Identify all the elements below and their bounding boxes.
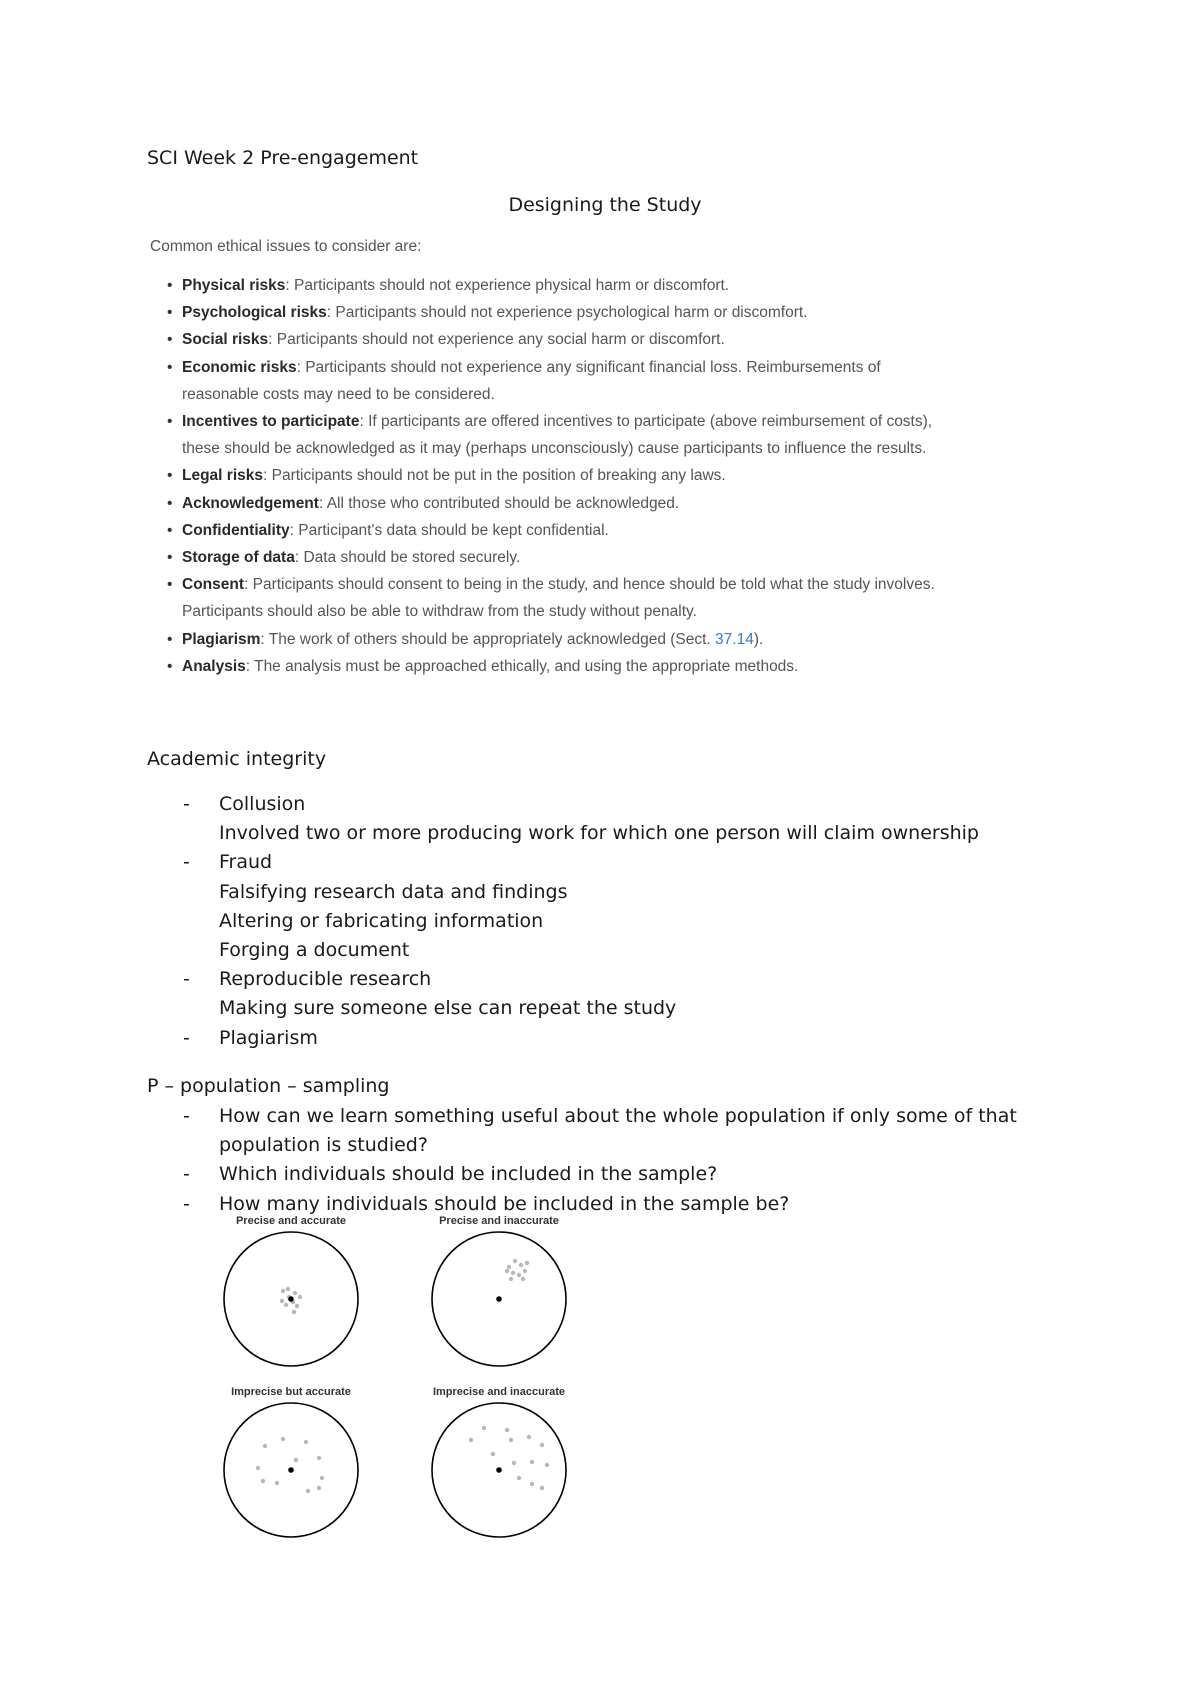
ethics-item — [150, 354, 950, 408]
document-title: SCI Week 2 Pre-engagement — [147, 147, 419, 169]
sample-point — [286, 1287, 290, 1291]
dash-marker: - — [183, 1105, 190, 1127]
ethics-item — [150, 326, 950, 353]
dash-marker: - — [183, 1192, 190, 1215]
ethics-description: : Participants should not experience any significant financial loss. Reimbursements of reasonable costs may need to be considered. — [182, 358, 881, 403]
sample-point — [540, 1443, 544, 1447]
sample-point — [505, 1269, 509, 1273]
sample-point — [527, 1435, 531, 1439]
sample-point — [530, 1482, 534, 1486]
sample-point — [530, 1460, 534, 1464]
sample-point — [280, 1299, 284, 1303]
panel-label: Imprecise and inaccurate — [432, 1386, 566, 1398]
ethics-description: : Participants should not experience any social harm or discomfort. — [268, 331, 725, 349]
list-item-label: Fraud — [219, 851, 273, 874]
academic-integrity-list — [183, 790, 1063, 1053]
sample-point — [545, 1463, 549, 1467]
sample-point — [507, 1265, 511, 1269]
list-item-label: How many individuals should be included in the sample be? — [219, 1192, 790, 1215]
target-center-point — [496, 1467, 502, 1473]
list-item — [183, 965, 1063, 994]
list-item — [183, 1102, 1063, 1160]
sample-point — [275, 1481, 279, 1485]
ethics-list — [150, 272, 950, 680]
ethics-description: : All those who contributed should be acknowledged. — [318, 494, 680, 512]
ethics-term: Confidentiality — [182, 521, 290, 539]
ethics-term: Storage of data — [182, 549, 295, 567]
sample-point — [469, 1438, 473, 1442]
panel-label: Precise and accurate — [235, 1215, 347, 1227]
sample-point — [256, 1466, 260, 1470]
list-item-label: Which individuals should be included in the sample? — [219, 1163, 718, 1186]
sample-point — [261, 1479, 265, 1483]
sample-point — [298, 1295, 302, 1299]
sample-point — [491, 1452, 495, 1456]
ethics-description: : Participants should not be put in the position of breaking any laws. — [263, 467, 726, 485]
ethics-description: : Participants should consent to being in the study, and hence should be told what the study involves. Participants should also be able to withdraw from the study without penalty. — [182, 576, 935, 621]
dash-marker: - — [183, 793, 190, 815]
sample-point — [482, 1426, 486, 1430]
sampling-title: P – population – sampling — [147, 1075, 390, 1097]
sample-point — [306, 1489, 310, 1493]
target-panel — [224, 1215, 358, 1366]
list-item-label: Reproducible research — [219, 968, 432, 991]
sample-point — [317, 1456, 321, 1460]
target-panel — [224, 1386, 358, 1537]
ethics-intro: Common ethical issues to consider are: — [150, 238, 422, 255]
list-item — [183, 1024, 1063, 1053]
sample-point — [509, 1438, 513, 1442]
precision-accuracy-figure — [216, 1213, 586, 1553]
sample-point — [284, 1303, 288, 1307]
target-center-point — [288, 1467, 294, 1473]
ethics-item — [150, 272, 950, 299]
ethics-term: Legal risks — [182, 467, 263, 485]
ethics-term: Incentives to participate — [182, 413, 360, 431]
target-center-point — [496, 1296, 502, 1302]
ethics-item — [150, 490, 950, 517]
list-item — [183, 790, 1063, 819]
panel-label: Imprecise but accurate — [231, 1386, 351, 1398]
ethics-term: Economic risks — [182, 358, 297, 376]
sample-point — [293, 1291, 297, 1295]
sample-point — [281, 1289, 285, 1293]
academic-integrity-title: Academic integrity — [147, 748, 327, 770]
ethics-description: : Participants should not experience physical harm or discomfort. — [285, 277, 730, 294]
section-heading: Designing the Study — [508, 194, 702, 216]
ethics-term: Plagiarism — [182, 630, 261, 648]
sample-point — [523, 1269, 527, 1273]
sample-point — [304, 1440, 308, 1444]
ethics-item — [150, 517, 950, 544]
panel-label: Precise and inaccurate — [439, 1215, 559, 1227]
target-panel — [432, 1386, 566, 1537]
ethics-description-end: ). — [753, 630, 764, 648]
ethics-excerpt-image — [150, 238, 950, 680]
sample-point — [519, 1263, 523, 1267]
target-center-point — [288, 1296, 294, 1302]
ethics-term: Analysis — [182, 657, 246, 675]
ethics-item — [150, 544, 950, 571]
sample-point — [320, 1476, 324, 1480]
ethics-description: : Data should be stored securely. — [294, 549, 521, 567]
sample-point — [317, 1486, 321, 1490]
list-item-label: How can we learn something useful about the whole population if only some of that population is studied? — [219, 1105, 1017, 1157]
list-item — [183, 1160, 1063, 1189]
ethics-item — [150, 571, 950, 625]
list-item-detail: Falsifying research data and findings — [219, 880, 568, 903]
sample-point — [517, 1476, 521, 1480]
ethics-item — [150, 462, 950, 489]
ethics-term: Consent — [182, 576, 244, 594]
ethics-description: : Participant's data should be kept confidential. — [289, 521, 609, 539]
list-item-label: Plagiarism — [219, 1026, 318, 1049]
ethics-item — [150, 626, 950, 653]
list-item-label: Collusion — [219, 793, 306, 815]
sample-point — [292, 1310, 296, 1314]
dash-marker: - — [183, 851, 190, 874]
ethics-description: : The work of others should be appropriately acknowledged (Sect. — [260, 630, 716, 648]
list-item — [183, 848, 1063, 877]
ethics-description: : The analysis must be approached ethically, and using the appropriate methods. — [245, 657, 799, 675]
list-item-detail: Involved two or more producing work for which one person will claim ownership — [219, 822, 979, 845]
sample-point — [263, 1444, 267, 1448]
ethics-term: Social risks — [182, 331, 269, 349]
sample-point — [517, 1273, 521, 1277]
list-item-detail: Making sure someone else can repeat the study — [219, 997, 677, 1020]
sample-point — [511, 1271, 515, 1275]
list-item-detail: Altering or fabricating information — [219, 909, 544, 932]
ethics-item — [150, 299, 950, 326]
sample-point — [512, 1461, 516, 1465]
sample-point — [525, 1261, 529, 1265]
sample-point — [294, 1458, 298, 1462]
dash-marker: - — [183, 1026, 190, 1049]
ethics-term: Acknowledgement — [182, 494, 319, 512]
sample-point — [513, 1259, 517, 1263]
target-panel — [432, 1215, 566, 1366]
ethics-item — [150, 408, 950, 462]
section-reference-link[interactable]: 37.14 — [715, 630, 754, 648]
ethics-term: Psychological risks — [182, 304, 327, 322]
sample-point — [540, 1486, 544, 1490]
ethics-description: : If participants are offered incentives to participate (above reimbursement of costs), these should be acknowledged as it may (perhaps unconsciously) cause participants to influence the results. — [182, 413, 933, 458]
dash-marker: - — [183, 1163, 190, 1186]
sample-point — [505, 1428, 509, 1432]
ethics-term: Physical risks — [182, 277, 286, 294]
ethics-description: : Participants should not experience psychological harm or discomfort. — [326, 304, 808, 322]
list-item-detail: Forging a document — [219, 939, 410, 962]
sample-point — [521, 1277, 525, 1281]
dash-marker: - — [183, 968, 190, 991]
sample-point — [295, 1304, 299, 1308]
ethics-item — [150, 653, 950, 680]
sampling-list — [183, 1102, 1063, 1219]
sample-point — [281, 1437, 285, 1441]
sample-point — [509, 1277, 513, 1281]
